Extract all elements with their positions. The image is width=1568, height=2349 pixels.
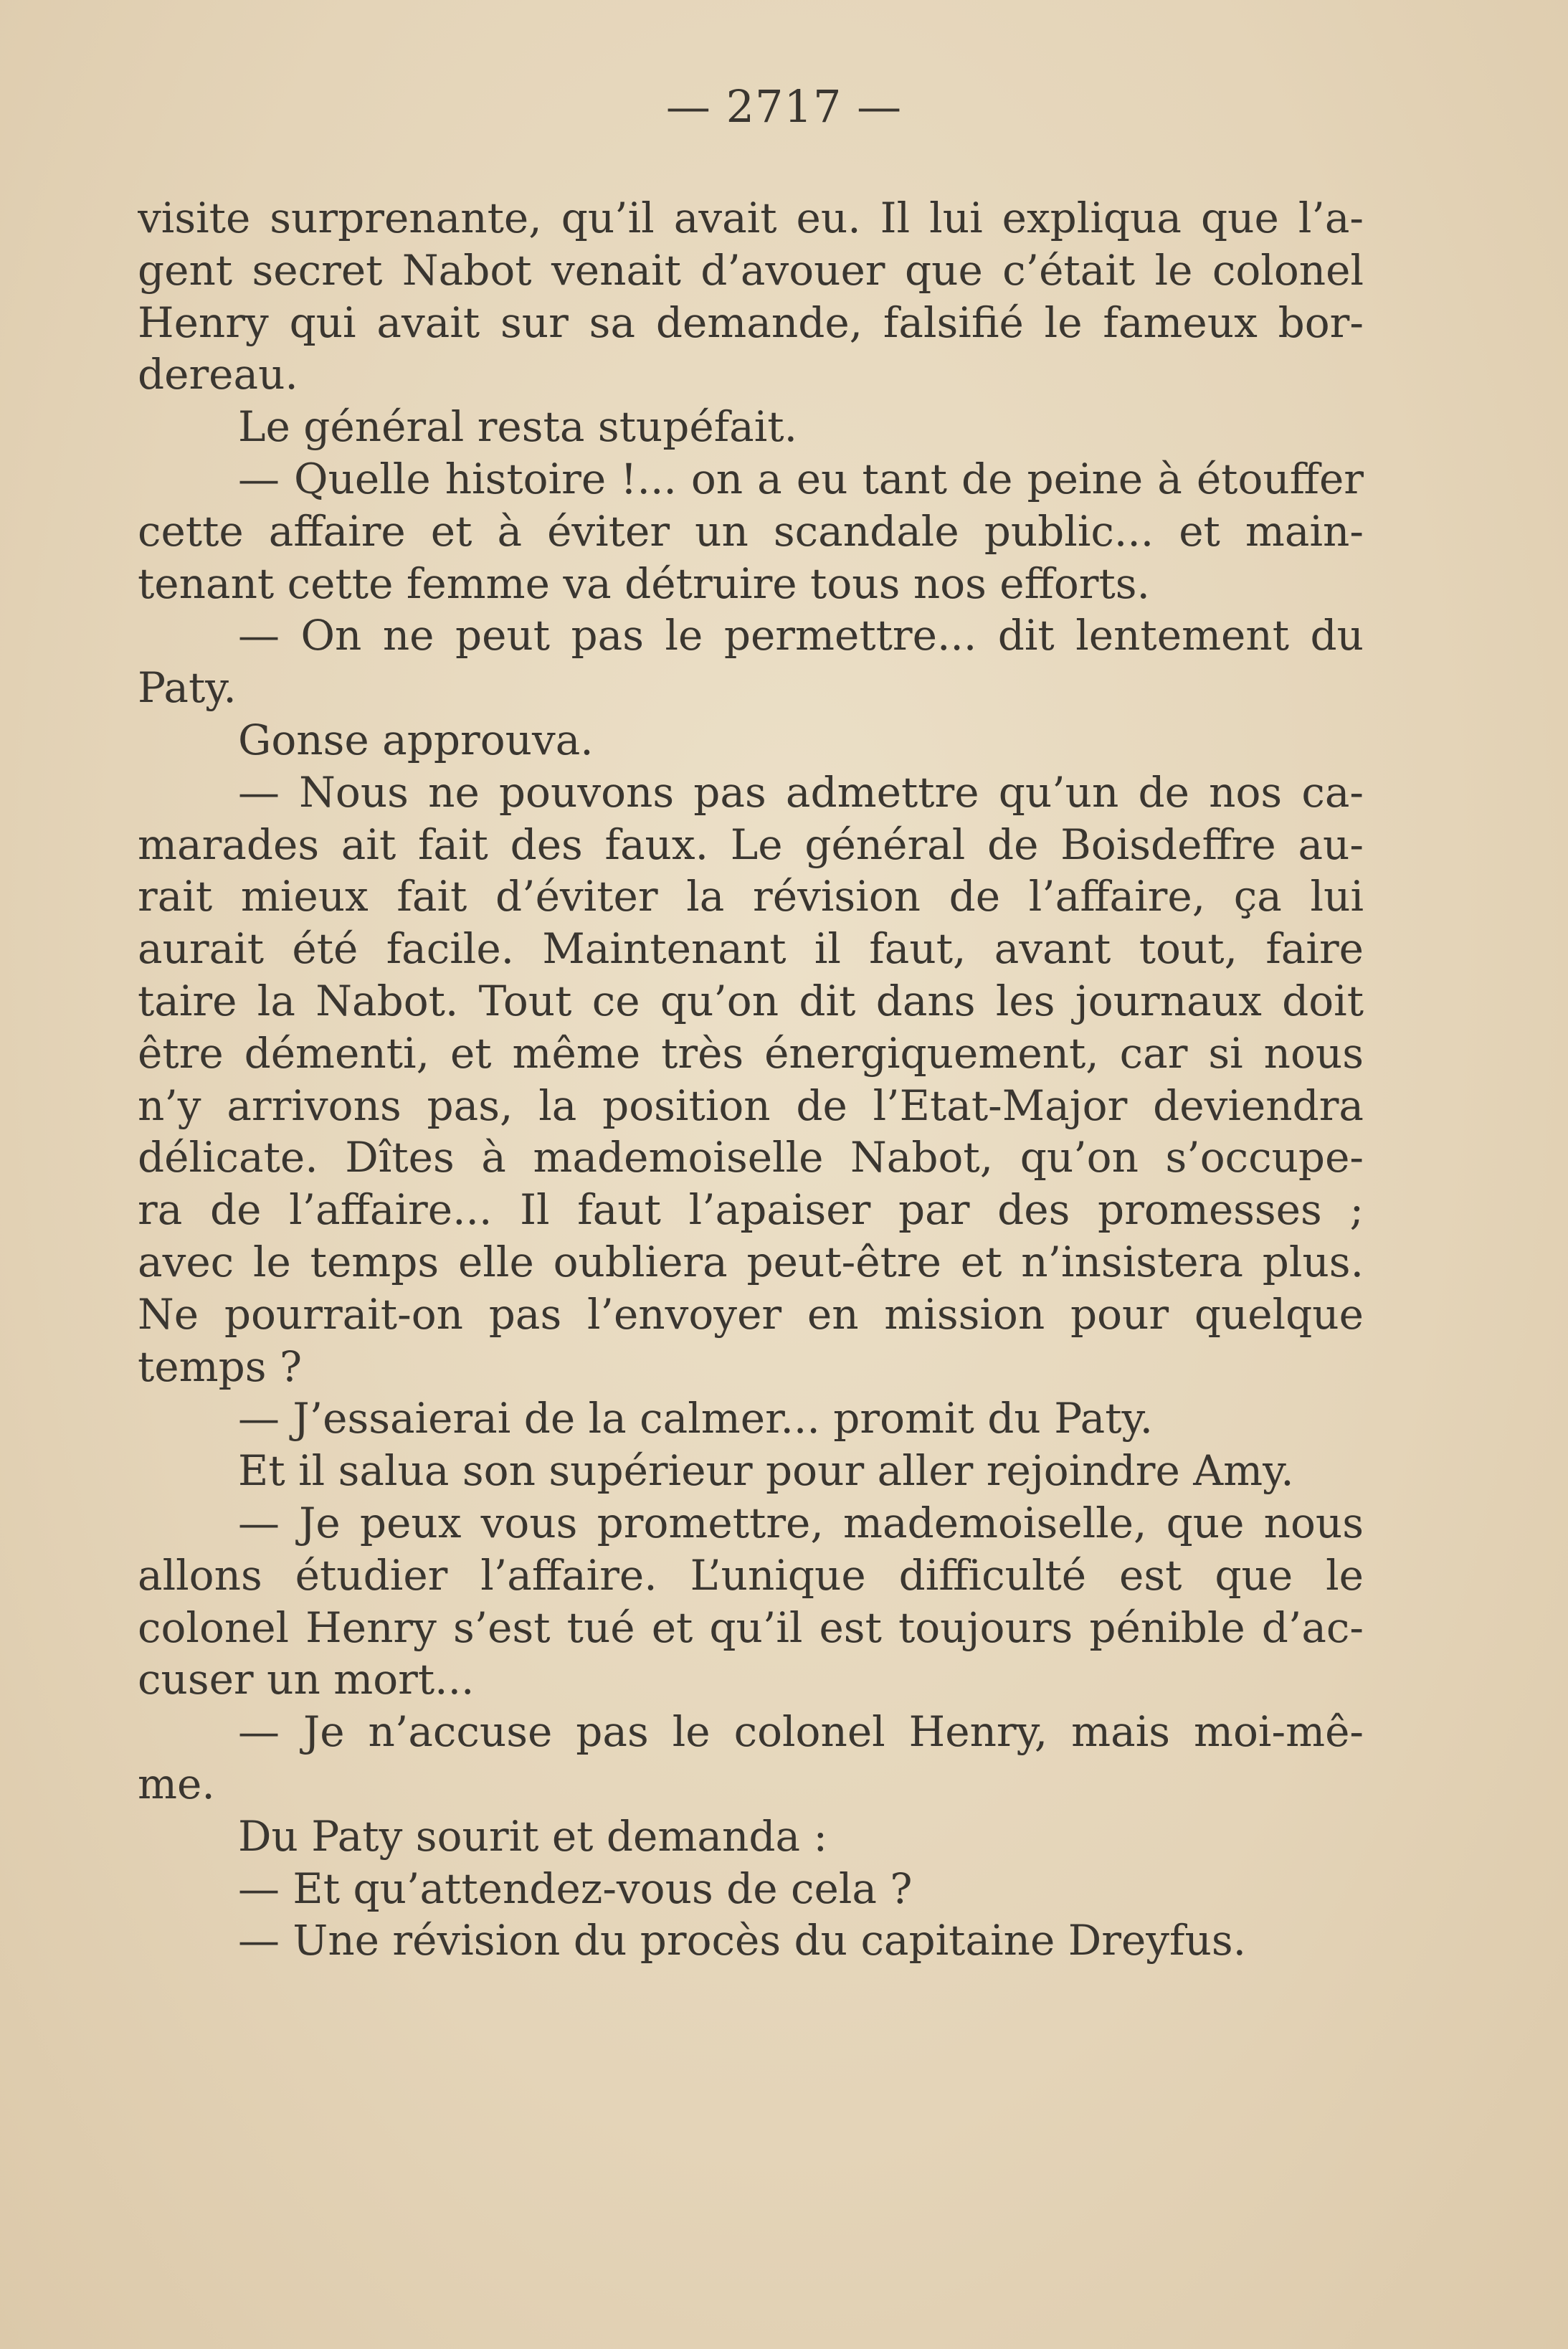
text-line: Du Paty sourit et demanda : <box>238 1811 827 1861</box>
text-line: cette affaire et à éviter un scandale public... et main- <box>138 506 1364 556</box>
text-line: temps ? <box>138 1342 303 1391</box>
text-line: tenant cette femme va détruire tous nos efforts. <box>138 559 1150 608</box>
text-line: Henry qui avait sur sa demande, falsifié le fameux bor- <box>138 298 1364 347</box>
text-line: — Je n’accuse pas le colonel Henry, mais moi-mê- <box>238 1707 1364 1757</box>
text-line: être démenti, et même très énergiquement, car si nous <box>138 1028 1364 1078</box>
text-line: marades ait fait des faux. Le général de Boisdeffre au- <box>138 820 1364 869</box>
text-line: cuser un mort... <box>138 1655 475 1704</box>
text-line: gent secret Nabot venait d’avouer que c’était le colonel <box>138 245 1364 295</box>
text-line: Ne pourrait-on pas l’envoyer en mission pour quelque <box>138 1289 1364 1339</box>
text-line: taire la Nabot. Tout ce qu’on dit dans les journaux doit <box>138 976 1364 1025</box>
text-line: me. <box>138 1759 215 1808</box>
text-line: allons étudier l’affaire. L’unique difficulté est que le <box>138 1550 1364 1600</box>
text-line: Et il salua son supérieur pour aller rejoindre Amy. <box>238 1446 1294 1496</box>
text-line: avec le temps elle oubliera peut-être et n’insistera plus. <box>138 1237 1364 1286</box>
text-line: Le général resta stupéfait. <box>238 402 798 452</box>
text-line: — Nous ne pouvons pas admettre qu’un de nos ca- <box>238 767 1364 817</box>
text-line: — On ne peut pas le permettre... dit lentement du <box>238 611 1364 660</box>
text-line: — J’essaierai de la calmer... promit du Paty. <box>238 1394 1153 1443</box>
text-line: aurait été facile. Maintenant il faut, avant tout, faire <box>138 924 1364 974</box>
text-line: — Quelle histoire !... on a eu tant de peine à étouffer <box>238 454 1364 503</box>
text-line: rait mieux fait d’éviter la révision de l’affaire, ça lui <box>138 872 1364 921</box>
body-text <box>138 192 1364 1967</box>
text-line: Paty. <box>138 663 237 713</box>
page-number: — 2717 — <box>665 80 903 133</box>
text-line: — Et qu’attendez-vous de cela ? <box>238 1864 913 1913</box>
text-line: — Je peux vous promettre, mademoiselle, que nous <box>238 1498 1364 1547</box>
text-line: Gonse approuva. <box>238 715 594 764</box>
text-line: visite surprenante, qu’il avait eu. Il lui expliqua que l’a- <box>138 194 1364 242</box>
text-line: — Une révision du procès du capitaine Dreyfus. <box>238 1916 1247 1965</box>
text-line: ra de l’affaire... Il faut l’apaiser par des promesses ; <box>138 1185 1364 1235</box>
text-line: n’y arrivons pas, la position de l’Etat-Major deviendra <box>138 1081 1364 1130</box>
text-line: dereau. <box>138 350 298 399</box>
text-line: colonel Henry s’est tué et qu’il est toujours pénible d’ac- <box>138 1603 1364 1652</box>
text-line: délicate. Dîtes à mademoiselle Nabot, qu’on s’occupe- <box>138 1133 1364 1182</box>
